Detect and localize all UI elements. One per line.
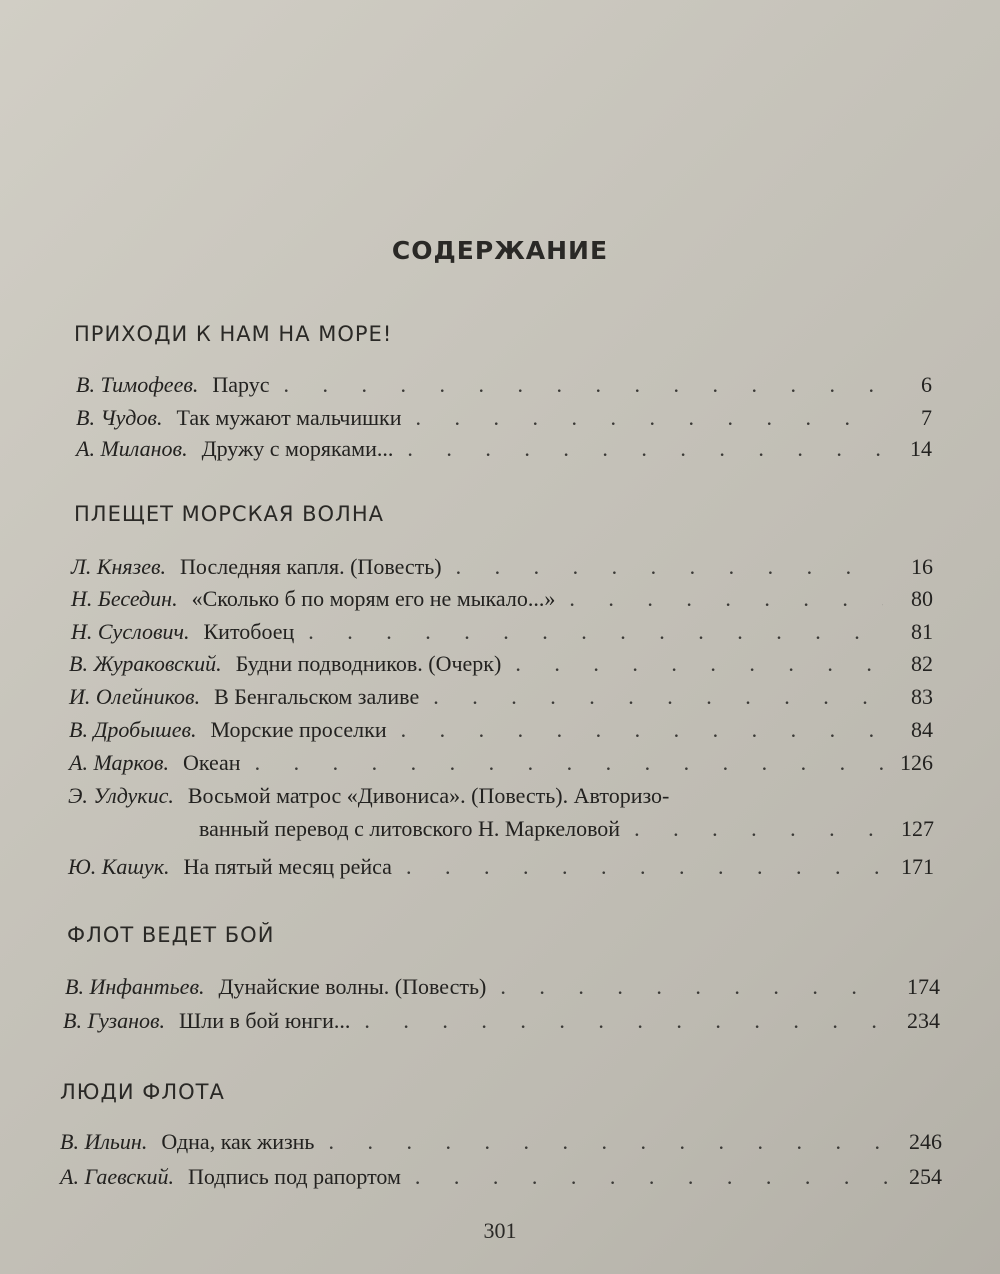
dot-leader bbox=[456, 552, 883, 582]
toc-entry[interactable] bbox=[69, 682, 933, 712]
entry-title: Восьмой матрос «Дивониса». (Повесть). Авторизо- bbox=[187, 783, 670, 808]
toc-entry[interactable] bbox=[68, 852, 934, 882]
entry-author: Л. Князев. bbox=[71, 554, 167, 579]
entry-author: Э. Улдукис. bbox=[68, 783, 174, 808]
dot-leader bbox=[255, 748, 883, 778]
entry-title: Последняя капля. (Повесть) bbox=[180, 554, 442, 579]
entry-title: В Бенгальском заливе bbox=[214, 684, 420, 709]
entry-title: Шли в бой юнги... bbox=[179, 1008, 351, 1033]
entry-author: В. Чудов. bbox=[76, 405, 163, 430]
entry-author: В. Гузанов. bbox=[63, 1008, 166, 1033]
entry-title: Морские проселки bbox=[210, 717, 387, 742]
entry-title: На пятый месяц рейса bbox=[183, 854, 392, 879]
dot-leader bbox=[500, 972, 890, 1002]
entry-author: Ю. Кашук. bbox=[68, 854, 170, 879]
entry-page: 246 bbox=[909, 1129, 942, 1154]
entry-title: Парус bbox=[212, 372, 270, 397]
toc-entry[interactable] bbox=[71, 552, 933, 582]
entry-title: «Сколько б по морям его не мыкало...» bbox=[191, 586, 556, 611]
entry-title-continuation: ванный перевод с литовского Н. Маркеловой bbox=[199, 816, 621, 841]
entry-page: 254 bbox=[909, 1164, 942, 1189]
toc-entry[interactable] bbox=[69, 748, 933, 778]
toc-entry[interactable] bbox=[76, 434, 932, 464]
entry-page: 126 bbox=[900, 750, 933, 775]
dot-leader bbox=[415, 1162, 892, 1192]
entry-page: 14 bbox=[910, 436, 932, 461]
entry-author: В. Жураковский. bbox=[69, 651, 222, 676]
section-heading: ФЛОТ ВЕДЕТ БОЙ bbox=[67, 923, 275, 947]
dot-leader bbox=[401, 715, 883, 745]
entry-page: 81 bbox=[911, 619, 933, 644]
toc-entry[interactable] bbox=[60, 1127, 942, 1157]
entry-author: В. Дробышев. bbox=[69, 717, 197, 742]
section-heading: ЛЮДИ ФЛОТА bbox=[60, 1080, 225, 1104]
toc-entry[interactable] bbox=[68, 781, 934, 811]
page-title: СОДЕРЖАНИЕ bbox=[391, 236, 609, 265]
toc-entry[interactable] bbox=[76, 370, 932, 400]
dot-leader bbox=[308, 617, 883, 647]
entry-title: Так мужают мальчишки bbox=[176, 405, 402, 430]
entry-page: 127 bbox=[901, 816, 934, 841]
entry-page: 84 bbox=[911, 717, 933, 742]
entry-title: Дунайские волны. (Повесть) bbox=[218, 974, 487, 999]
section-heading: ПЛЕЩЕТ МОРСКАЯ ВОЛНА bbox=[74, 502, 384, 526]
entry-page: 234 bbox=[907, 1008, 940, 1033]
entry-author: В. Инфантьев. bbox=[65, 974, 205, 999]
toc-entry[interactable] bbox=[63, 1006, 940, 1036]
entry-author: В. Тимофеев. bbox=[76, 372, 199, 397]
dot-leader bbox=[406, 852, 884, 882]
dot-leader bbox=[416, 403, 883, 433]
entry-author: А. Миланов. bbox=[76, 436, 188, 461]
entry-author: И. Олейников. bbox=[69, 684, 201, 709]
entry-page: 16 bbox=[911, 554, 933, 579]
entry-title: Подпись под рапортом bbox=[188, 1164, 401, 1189]
entry-title: Океан bbox=[182, 750, 241, 775]
entry-title: Китобоец bbox=[203, 619, 295, 644]
entry-title: Будни подводников. (Очерк) bbox=[235, 651, 502, 676]
entry-page: 83 bbox=[911, 684, 933, 709]
dot-leader bbox=[284, 370, 882, 400]
toc-entry[interactable] bbox=[69, 715, 933, 745]
entry-page: 6 bbox=[921, 372, 932, 397]
toc-entry[interactable] bbox=[65, 972, 940, 1002]
dot-leader bbox=[515, 649, 883, 679]
entry-author: Н. Беседин. bbox=[71, 586, 178, 611]
entry-page: 7 bbox=[921, 405, 932, 430]
entry-author: А. Гаевский. bbox=[60, 1164, 174, 1189]
dot-leader bbox=[407, 434, 882, 464]
entry-author: А. Марков. bbox=[69, 750, 169, 775]
dot-leader bbox=[433, 682, 883, 712]
toc-entry[interactable] bbox=[71, 617, 933, 647]
entry-author: В. Ильин. bbox=[60, 1129, 148, 1154]
section-heading: ПРИХОДИ К НАМ НА МОРЕ! bbox=[74, 322, 393, 346]
entry-title: Дружу с моряками... bbox=[201, 436, 394, 461]
dot-leader bbox=[364, 1006, 890, 1036]
toc-entry[interactable] bbox=[60, 1162, 942, 1192]
toc-entry-continuation[interactable] bbox=[199, 814, 934, 844]
dot-leader bbox=[328, 1127, 892, 1157]
toc-entry[interactable] bbox=[76, 403, 932, 433]
entry-page: 171 bbox=[901, 854, 934, 879]
entry-title: Одна, как жизнь bbox=[161, 1129, 315, 1154]
dot-leader bbox=[634, 814, 884, 844]
entry-page: 82 bbox=[911, 651, 933, 676]
toc-entry[interactable] bbox=[69, 649, 933, 679]
page-number: 301 bbox=[483, 1218, 517, 1243]
dot-leader bbox=[569, 584, 883, 614]
entry-page: 80 bbox=[911, 586, 933, 611]
entry-page: 174 bbox=[907, 974, 940, 999]
toc-entry[interactable] bbox=[71, 584, 933, 614]
entry-author: Н. Суслович. bbox=[71, 619, 190, 644]
